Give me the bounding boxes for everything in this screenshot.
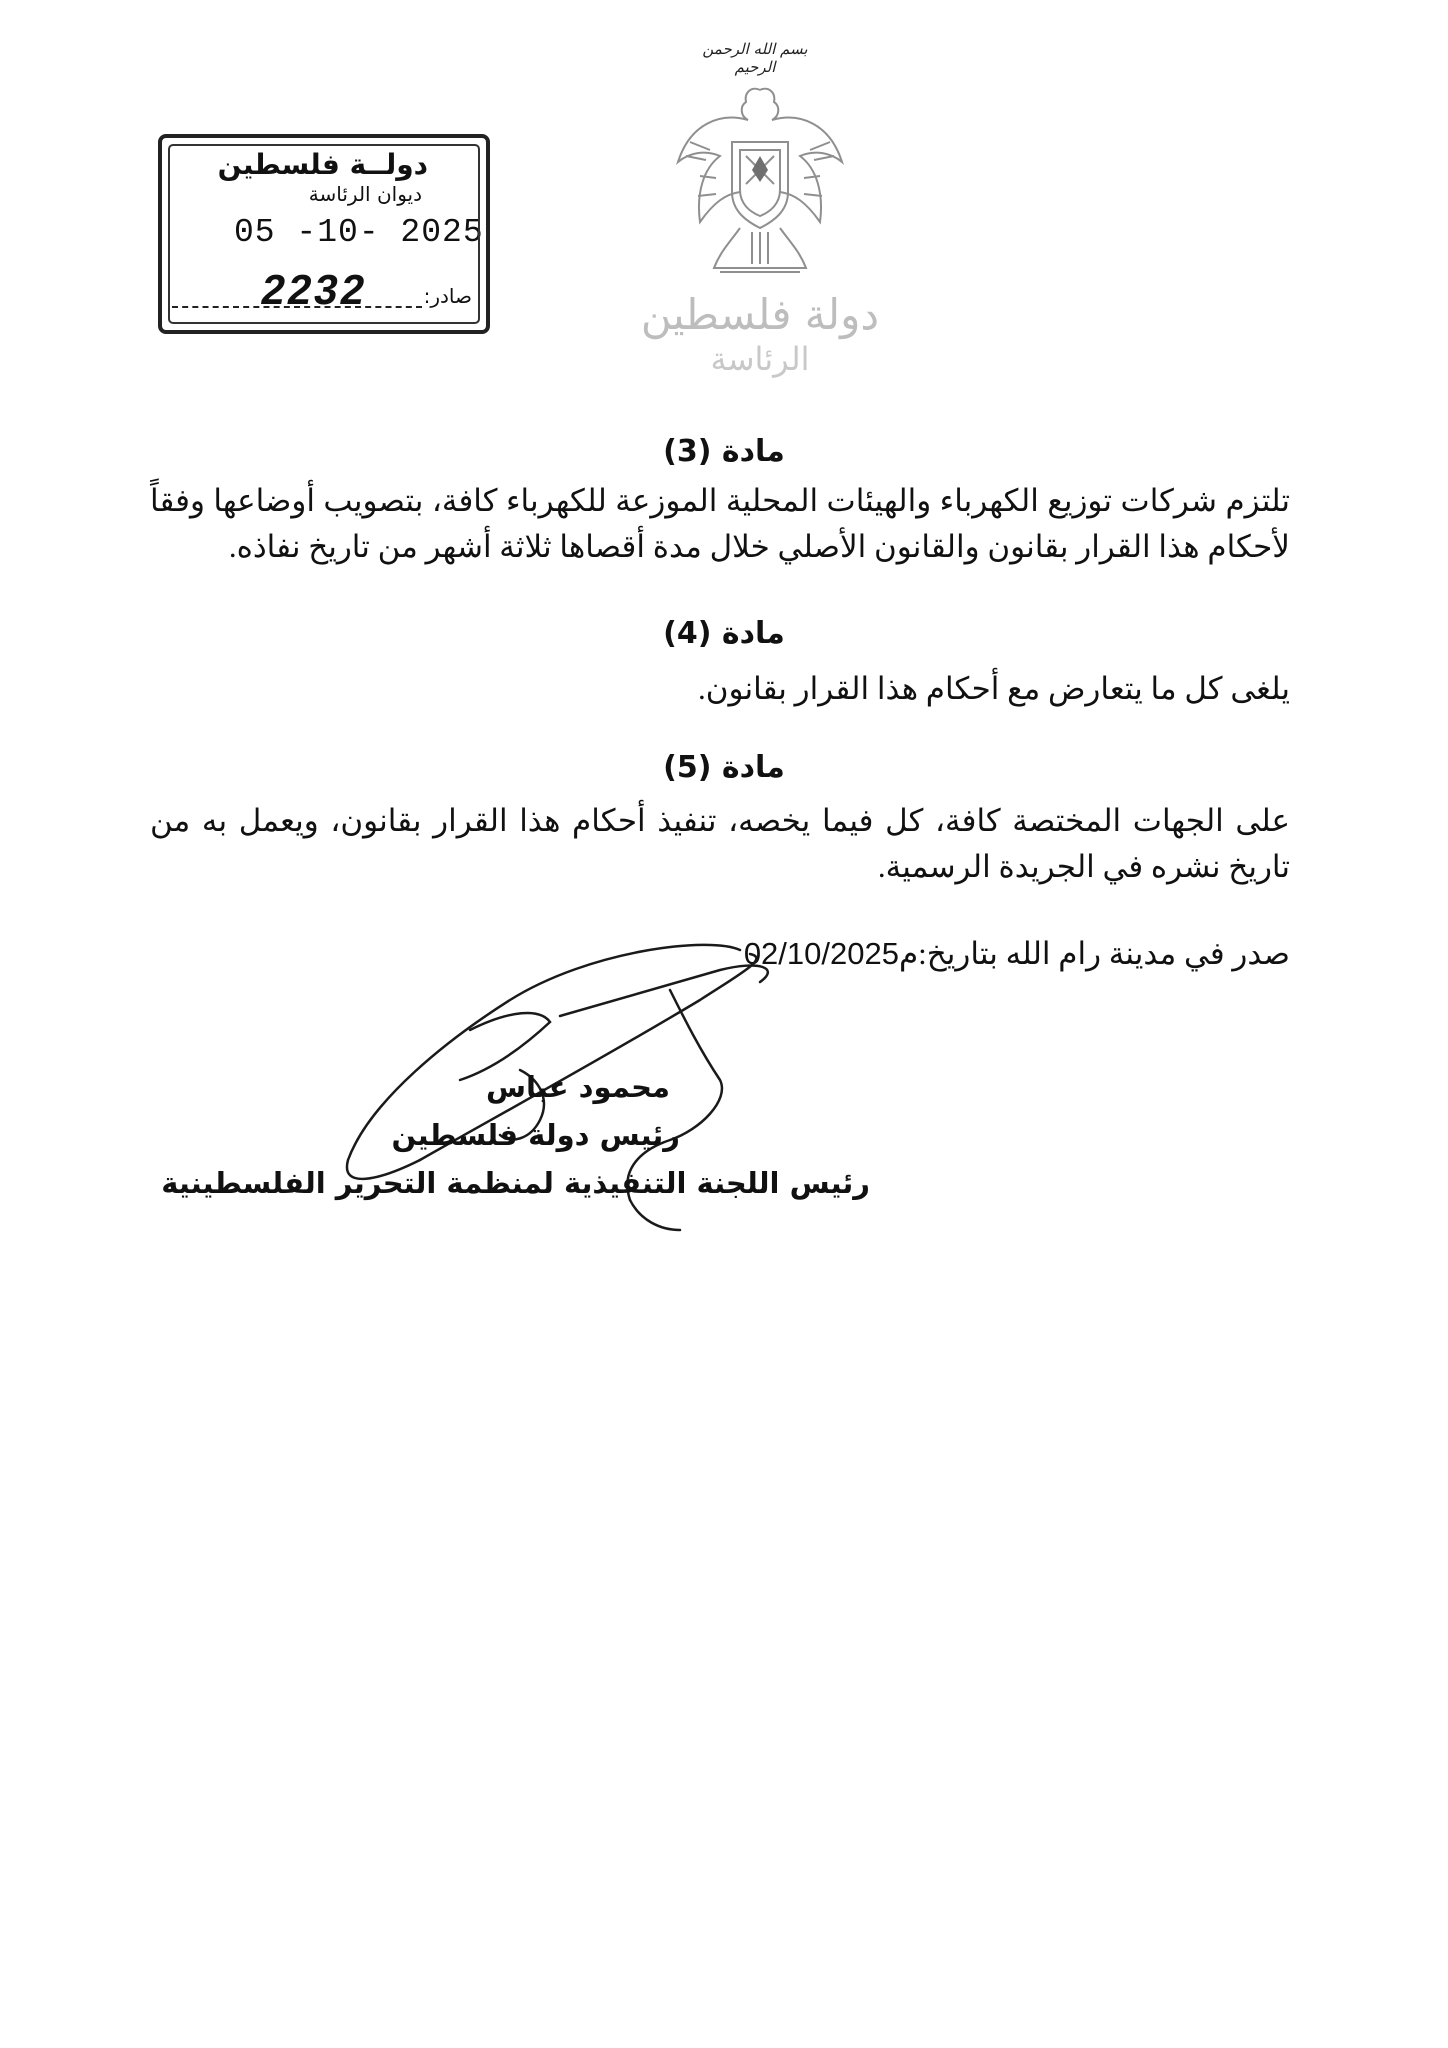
stamp-number: 2232 <box>257 266 372 313</box>
signatory-title-1: رئيس دولة فلسطين <box>391 1118 680 1152</box>
outgoing-stamp <box>158 134 490 334</box>
signatory-title-2: رئيس اللجنة التنفيذية لمنظمة التحرير الفلسطينية <box>161 1166 870 1200</box>
article-3-heading: مادة (3) <box>663 434 785 469</box>
stamp-label: صادر: <box>423 284 472 308</box>
stamp-state: دولــة فلسطين <box>217 148 428 181</box>
stamp-dotted-line <box>172 306 422 308</box>
palestine-eagle-emblem-icon <box>660 72 860 292</box>
article-3-text: تلتزم شركات توزيع الكهرباء والهيئات المحلية الموزعة للكهرباء كافة، بتصويب أوضاعها وفقاً لأحكام هذا القرار بقانون والقانون الأصلي خلال مدة أقصاها ثلاثة أشهر من تاريخ نفاذه. <box>150 483 1290 564</box>
basmala: بسم الله الرحمن الرحيم <box>702 40 808 76</box>
signatory-name: محمود عباس <box>485 1070 670 1104</box>
article-4-text: يلغى كل ما يتعارض مع أحكام هذا القرار بقانون. <box>697 671 1290 706</box>
article-4-heading: مادة (4) <box>663 616 785 651</box>
stamp-office: ديوان الرئاسة <box>308 182 422 206</box>
stamp-date: 05 -10- 2025 <box>234 214 484 251</box>
emblem-state-text: دولة فلسطين <box>640 290 880 339</box>
emblem-office-text: الرئاسة <box>710 340 810 378</box>
article-5-heading: مادة (5) <box>663 750 785 785</box>
article-5-text: على الجهات المختصة كافة، كل فيما يخصه، تنفيذ أحكام هذا القرار بقانون، ويعمل به من تاريخ نشره في الجريدة الرسمية. <box>150 803 1290 884</box>
issued-date: 02/10/2025م <box>743 936 919 971</box>
issued-text: صدر في مدينة رام الله بتاريخ: <box>918 936 1290 971</box>
